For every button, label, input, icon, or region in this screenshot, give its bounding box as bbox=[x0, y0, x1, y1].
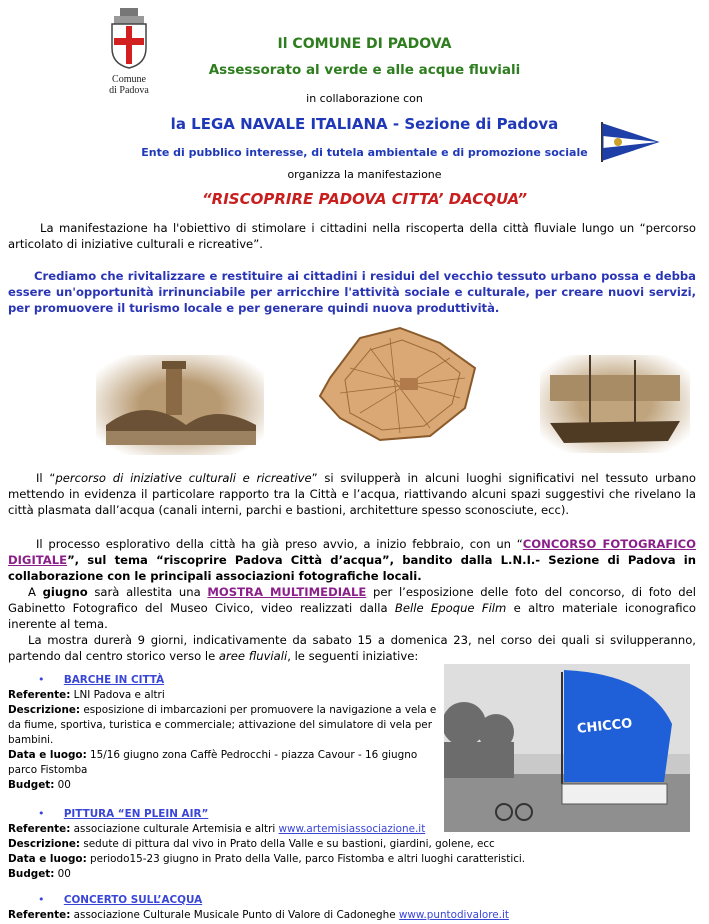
comune-title: Il COMUNE DI PADOVA bbox=[277, 36, 452, 52]
event-title: “RISCOPRIRE PADOVA CITTA’ DACQUA” bbox=[201, 190, 527, 208]
collab-line: in collaborazione con bbox=[306, 92, 423, 105]
bullet-icon: • bbox=[38, 673, 45, 686]
boats-photo bbox=[540, 355, 690, 453]
percorso-paragraph: Il “percorso di iniziative culturali e ricreative” si svilupperà in alcuni luoghi significativi nel tessuto urbano mettendo in evidenza il particolare rapporto tra la Città e l’acqua, riattivando alcuni spazi suggestivi che rivelano la città plasmata dall’acqua (canali interni, parchi e bastioni, architetture spesso sconosciute, ecc). bbox=[8, 471, 696, 517]
concorso-paragraph: Il processo esplorativo della città ha già preso avvio, a inizio febbraio, con un “CONCORSO FOTOGRAFICO DIGITALE”, sul tema “riscoprire Padova Città d’acqua”, bandito dalla L.N.I.- Sezione di Padova in collaborazione con le principali associazioni fotografiche locali. bbox=[8, 537, 697, 583]
concorso-fotografico-link[interactable]: CONCORSO FOTOGRAFICO DIGITALE bbox=[8, 537, 697, 567]
event-item-concerto: • CONCERTO SULL’ACQUA Referente: associazione Culturale Musicale Punto di Valore di Cadoneghe www.puntodivalore.it bbox=[8, 893, 509, 921]
event-item-barche: • BARCHE IN CITTÀ Referente: LNI Padova e altri Descrizione: esposizione di imbarcazioni per promuovere la navigazione a vela e da fiume, sportiva, turistica e commerciale; attivazione del simulatore di vela per bambini. Data e luogo: 15/16 giugno zona Caffè Pedrocchi - piazza Cavour - 16 giugno parco Fistomba Budget: 00 bbox=[8, 673, 437, 791]
organizza-line: organizza la manifestazione bbox=[287, 168, 442, 181]
bullet-icon: • bbox=[38, 807, 45, 820]
event-title-link[interactable]: CONCERTO SULL’ACQUA bbox=[63, 894, 203, 906]
event-item-pittura: • PITTURA “EN PLEIN AIR” Referente: associazione culturale Artemisia e altri www.artemisiassociazione.it Descrizione: sedute di pittura dal vivo in Prato della Valle e su bastioni, giardini, golene, ecc Data e luogo: periodo15-23 giugno in Prato della Valle, parco Fistomba e altri luoghi caratteristici. Budget: 00 bbox=[8, 807, 526, 880]
ente-line: Ente di pubblico interesse, di tutela ambientale e di promozione sociale bbox=[141, 146, 588, 159]
assessorato-line: Assessorato al verde e alle acque fluviali bbox=[208, 62, 521, 78]
event-title-link[interactable]: BARCHE IN CITTÀ bbox=[63, 674, 165, 686]
artemisia-website-link[interactable]: www.artemisiassociazione.it bbox=[278, 823, 426, 835]
intro-paragraph: La manifestazione ha l'obiettivo di stimolare i cittadini nella riscoperta della città fluviale lungo un “percorso articolato di iniziative culturali e ricreative”. bbox=[8, 221, 696, 251]
bullet-icon: • bbox=[38, 893, 45, 906]
historic-bridge-photo bbox=[96, 355, 264, 455]
lega-title: la LEGA NAVALE ITALIANA - Sezione di Padova bbox=[170, 115, 559, 133]
durata-paragraph: La mostra durerà 9 giorni, indicativamente da sabato 15 a domenica 23, nel corso dei quali si svilupperanno, partendo dal centro storico verso le aree fluviali, le seguenti iniziative: bbox=[8, 633, 696, 663]
puntodivalore-website-link[interactable]: www.puntodivalore.it bbox=[398, 909, 509, 921]
belief-paragraph: Crediamo che rivitalizzare e restituire ai cittadini i residui del vecchio tessuto urbano possa e debba essere un'opportunità irrinunciabile per arricchire l'attività sociale e culturale, per creare nuovi servizi, per promuovere il turismo locale e per generare quindi nuova produttività. bbox=[8, 269, 696, 315]
lega-navale-flag bbox=[600, 122, 660, 162]
padova-map-image bbox=[300, 318, 490, 448]
mostra-paragraph: A giugno sarà allestita una MOSTRA MULTIMEDIALE per l’esposizione delle foto del concorso, di foto del Gabinetto Fotografico del Museo Civico, video realizzati dalla Belle Epoque Film e altro materiale iconografico inerente al tema. bbox=[8, 585, 697, 631]
mostra-multimediale-link[interactable]: MOSTRA MULTIMEDIALE bbox=[207, 585, 367, 599]
padova-crest-logo bbox=[104, 8, 154, 98]
sail-text: CHICCO bbox=[576, 716, 634, 737]
event-title-link[interactable]: PITTURA “EN PLEIN AIR” bbox=[63, 808, 209, 820]
crest-caption: Comune di Padova bbox=[109, 74, 149, 96]
